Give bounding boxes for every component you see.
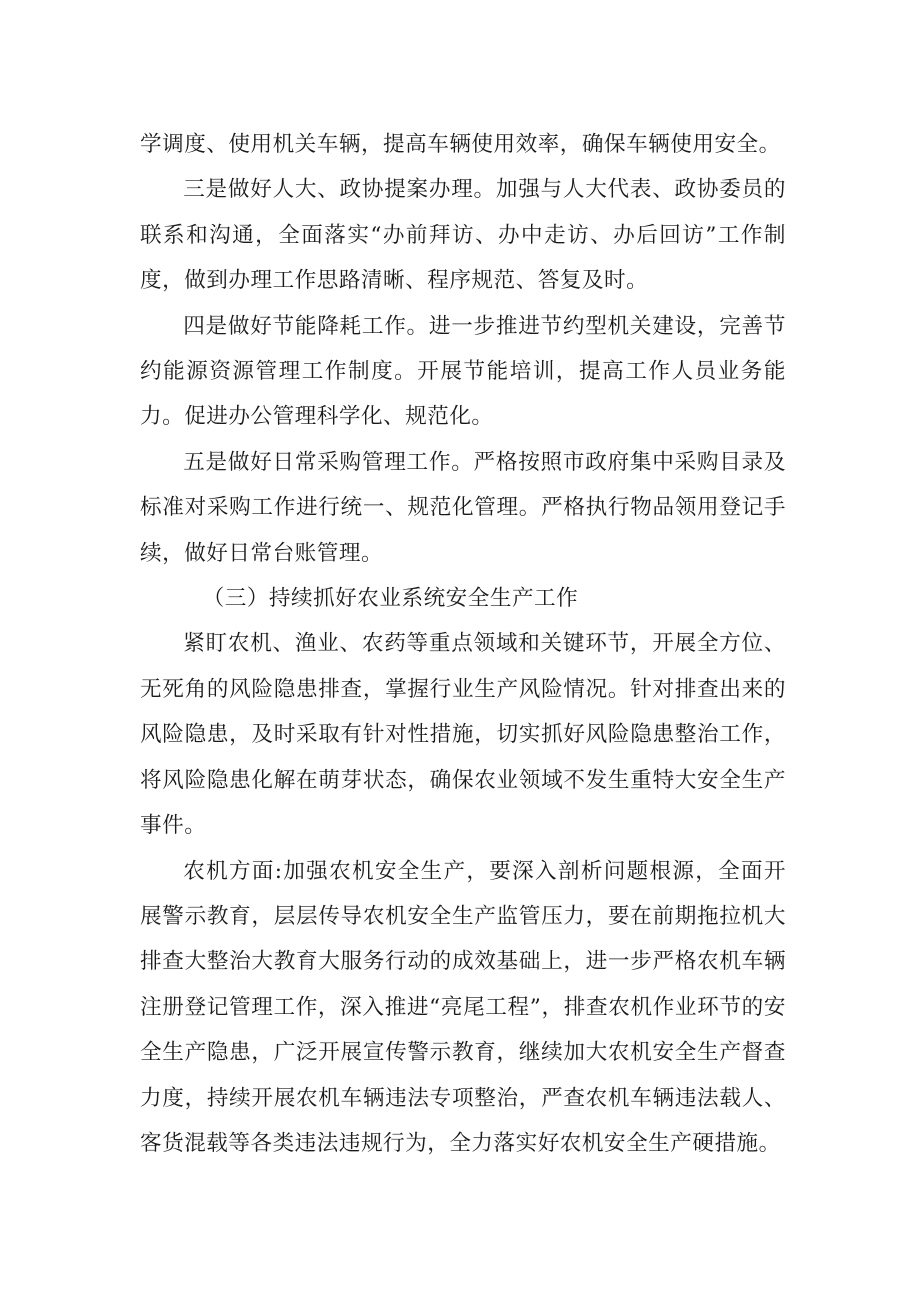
paragraph-agri-machinery: 农机方面:加强农机安全生产，要深入剖析问题根源，全面开展警示教育，层层传导农机安全生产监管压力，要在前期拖拉机大排查大整治大教育大服务行动的成效基础上，进一步严格农机车辆注册登记管理工作，深入推进“亮尾工程”，排查农机作业环节的安全生产隐患，广泛开展宣传警示教育，继续加大农机安全生产督查力度，持续开展农机车辆违法专项整治，严查农机车辆违法载人、客货混载等各类违法违规行为，全力落实好农机安全生产硬措施。 bbox=[140, 858, 786, 1156]
paragraph-vehicle-continuation: 学调度、使用机关车辆，提高车辆使用效率，确保车辆使用安全。 bbox=[140, 132, 781, 157]
section-heading-agri-safety: （三）持续抓好农业系统安全生产工作 bbox=[202, 586, 579, 612]
paragraph-proposal-handling: 三是做好人大、政协提案办理。加强与人大代表、政协委员的联系和沟通，全面落实“办前拜访、办中走访、办后回访”工作制度，做到办理工作思路清晰、程序规范、答复及时。 bbox=[140, 177, 786, 294]
paragraph-risk-inspection: 紧盯农机、渔业、农药等重点领域和关键环节，开展全方位、无死角的风险隐患排查，掌握行业生产风险情况。针对排查出来的风险隐患，及时采取有针对性措施，切实抓好风险隐患整治工作，将风险隐患化解在萌芽状态，确保农业领域不发生重特大安全生产事件。 bbox=[140, 631, 786, 839]
document-body bbox=[140, 122, 786, 1166]
paragraph-procurement: 五是做好日常采购管理工作。严格按照市政府集中采购目录及标准对采购工作进行统一、规范化管理。严格执行物品领用登记手续，做好日常台账管理。 bbox=[140, 449, 786, 566]
paragraph-energy-saving: 四是做好节能降耗工作。进一步推进节约型机关建设，完善节约能源资源管理工作制度。开展节能培训，提高工作人员业务能力。促进办公管理科学化、规范化。 bbox=[140, 313, 786, 430]
